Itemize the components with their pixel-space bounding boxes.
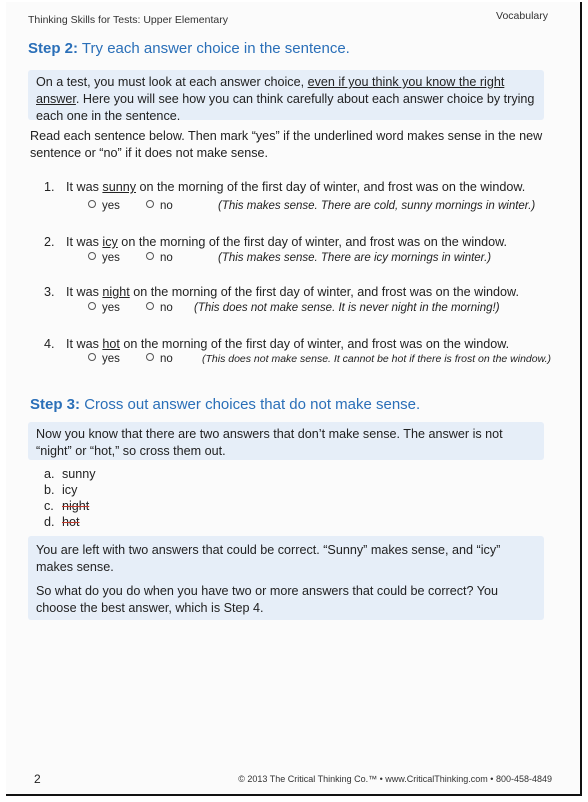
sentence-start: It was <box>66 180 103 194</box>
list-item <box>44 498 96 514</box>
question-3 <box>44 285 564 299</box>
sentence-end: on the morning of the first day of winter, and frost was on the window. <box>136 180 526 194</box>
yes-label: yes <box>102 252 120 264</box>
radio-icon[interactable] <box>88 200 96 208</box>
sentence-start: It was <box>66 285 103 299</box>
yes-option[interactable] <box>88 252 146 264</box>
sentence-start: It was <box>66 235 103 249</box>
step2-title: Try each answer choice in the sentence. <box>81 40 350 57</box>
question-4 <box>44 337 564 351</box>
step2-label: Step 2: <box>28 40 79 57</box>
radio-icon[interactable] <box>88 353 96 361</box>
question-1 <box>44 180 564 194</box>
answer-choices <box>44 466 96 530</box>
question-number: 4. <box>44 337 55 351</box>
no-label: no <box>160 353 173 365</box>
summary-text-2: So what do you do when you have two or more answers that could be correct? You choose the best answer, which is Step 4. <box>36 584 499 615</box>
question-2 <box>44 235 564 249</box>
step2-heading <box>28 40 350 57</box>
question-4-options <box>88 353 551 365</box>
list-item <box>44 514 96 530</box>
no-label: no <box>160 302 173 314</box>
question-1-options <box>88 200 535 212</box>
instructions: Read each sentence below. Then mark “yes” if the underlined word makes sense in the new sentence or “no” if it does not make sense. <box>30 129 543 160</box>
callout-underlined: even if you think you know the right answer <box>36 75 505 106</box>
choice-letter: d. <box>44 515 55 529</box>
explanation-note: (This does not make sense. It cannot be hot if there is frost on the window.) <box>202 353 552 365</box>
choice-text: icy <box>62 483 78 497</box>
sentence-end: on the morning of the first day of winter, and frost was on the window. <box>129 285 519 299</box>
copyright: © 2013 The Critical Thinking Co.™ • www.CriticalThinking.com • 800-458-4849 <box>238 774 552 784</box>
step3-callout: Now you know that there are two answers that don’t make sense. The answer is not “night” or “hot,” so cross them out. <box>28 422 544 460</box>
radio-icon[interactable] <box>146 200 154 208</box>
list-item <box>44 482 96 498</box>
list-item <box>44 466 96 482</box>
radio-icon[interactable] <box>146 302 154 310</box>
underlined-word: sunny <box>102 180 137 194</box>
crossed-out-choice: hot <box>62 515 80 529</box>
question-2-options <box>88 252 491 264</box>
step2-callout <box>28 70 544 123</box>
page-number: 2 <box>34 772 41 786</box>
callout-text-end: . Here you will see how you can think carefully about each answer choice by trying each one in the sentence. <box>36 92 535 123</box>
radio-icon[interactable] <box>88 302 96 310</box>
step3-heading <box>30 396 420 413</box>
explanation-note: (This does not make sense. It is never night in the morning!) <box>194 302 500 314</box>
worksheet-page <box>6 2 582 796</box>
yes-label: yes <box>102 302 120 314</box>
callout-text: On a test, you must look at each answer choice, <box>36 75 308 89</box>
radio-icon[interactable] <box>88 252 96 260</box>
choice-text: sunny <box>62 467 96 481</box>
no-option[interactable] <box>146 353 202 365</box>
choice-letter: a. <box>44 467 55 481</box>
underlined-word: night <box>102 285 130 299</box>
no-label: no <box>160 252 173 264</box>
yes-option[interactable] <box>88 353 146 365</box>
explanation-note: (This makes sense. There are icy mornings in winter.) <box>218 252 492 264</box>
sentence-end: on the morning of the first day of winter, and frost was on the window. <box>117 235 508 249</box>
sentence-start: It was <box>66 337 103 351</box>
question-number: 2. <box>44 235 55 249</box>
underlined-word: icy <box>102 235 118 249</box>
summary-text-1: You are left with two answers that could be correct. “Sunny” makes sense, and “icy” makes sense. <box>36 543 501 574</box>
yes-option[interactable] <box>88 200 146 212</box>
no-label: no <box>160 200 173 212</box>
summary-callout <box>28 536 544 620</box>
section-label: Vocabulary <box>496 10 548 22</box>
no-option[interactable] <box>146 200 218 212</box>
choice-letter: c. <box>44 499 54 513</box>
explanation-note: (This makes sense. There are cold, sunny mornings in winter.) <box>218 200 536 212</box>
radio-icon[interactable] <box>146 353 154 361</box>
step3-title: Cross out answer choices that do not make sense. <box>84 396 421 413</box>
question-number: 1. <box>44 180 55 194</box>
no-option[interactable] <box>146 302 194 314</box>
underlined-word: hot <box>102 337 120 351</box>
question-number: 3. <box>44 285 55 299</box>
sentence-end: on the morning of the first day of winter, and frost was on the window. <box>119 337 510 351</box>
radio-icon[interactable] <box>146 252 154 260</box>
book-title: Thinking Skills for Tests: Upper Elementary <box>28 14 228 26</box>
yes-option[interactable] <box>88 302 146 314</box>
step3-label: Step 3: <box>30 396 81 413</box>
question-3-options <box>88 302 500 314</box>
no-option[interactable] <box>146 252 218 264</box>
choice-letter: b. <box>44 483 55 497</box>
yes-label: yes <box>102 200 120 212</box>
crossed-out-choice: night <box>62 499 90 513</box>
yes-label: yes <box>102 353 120 365</box>
